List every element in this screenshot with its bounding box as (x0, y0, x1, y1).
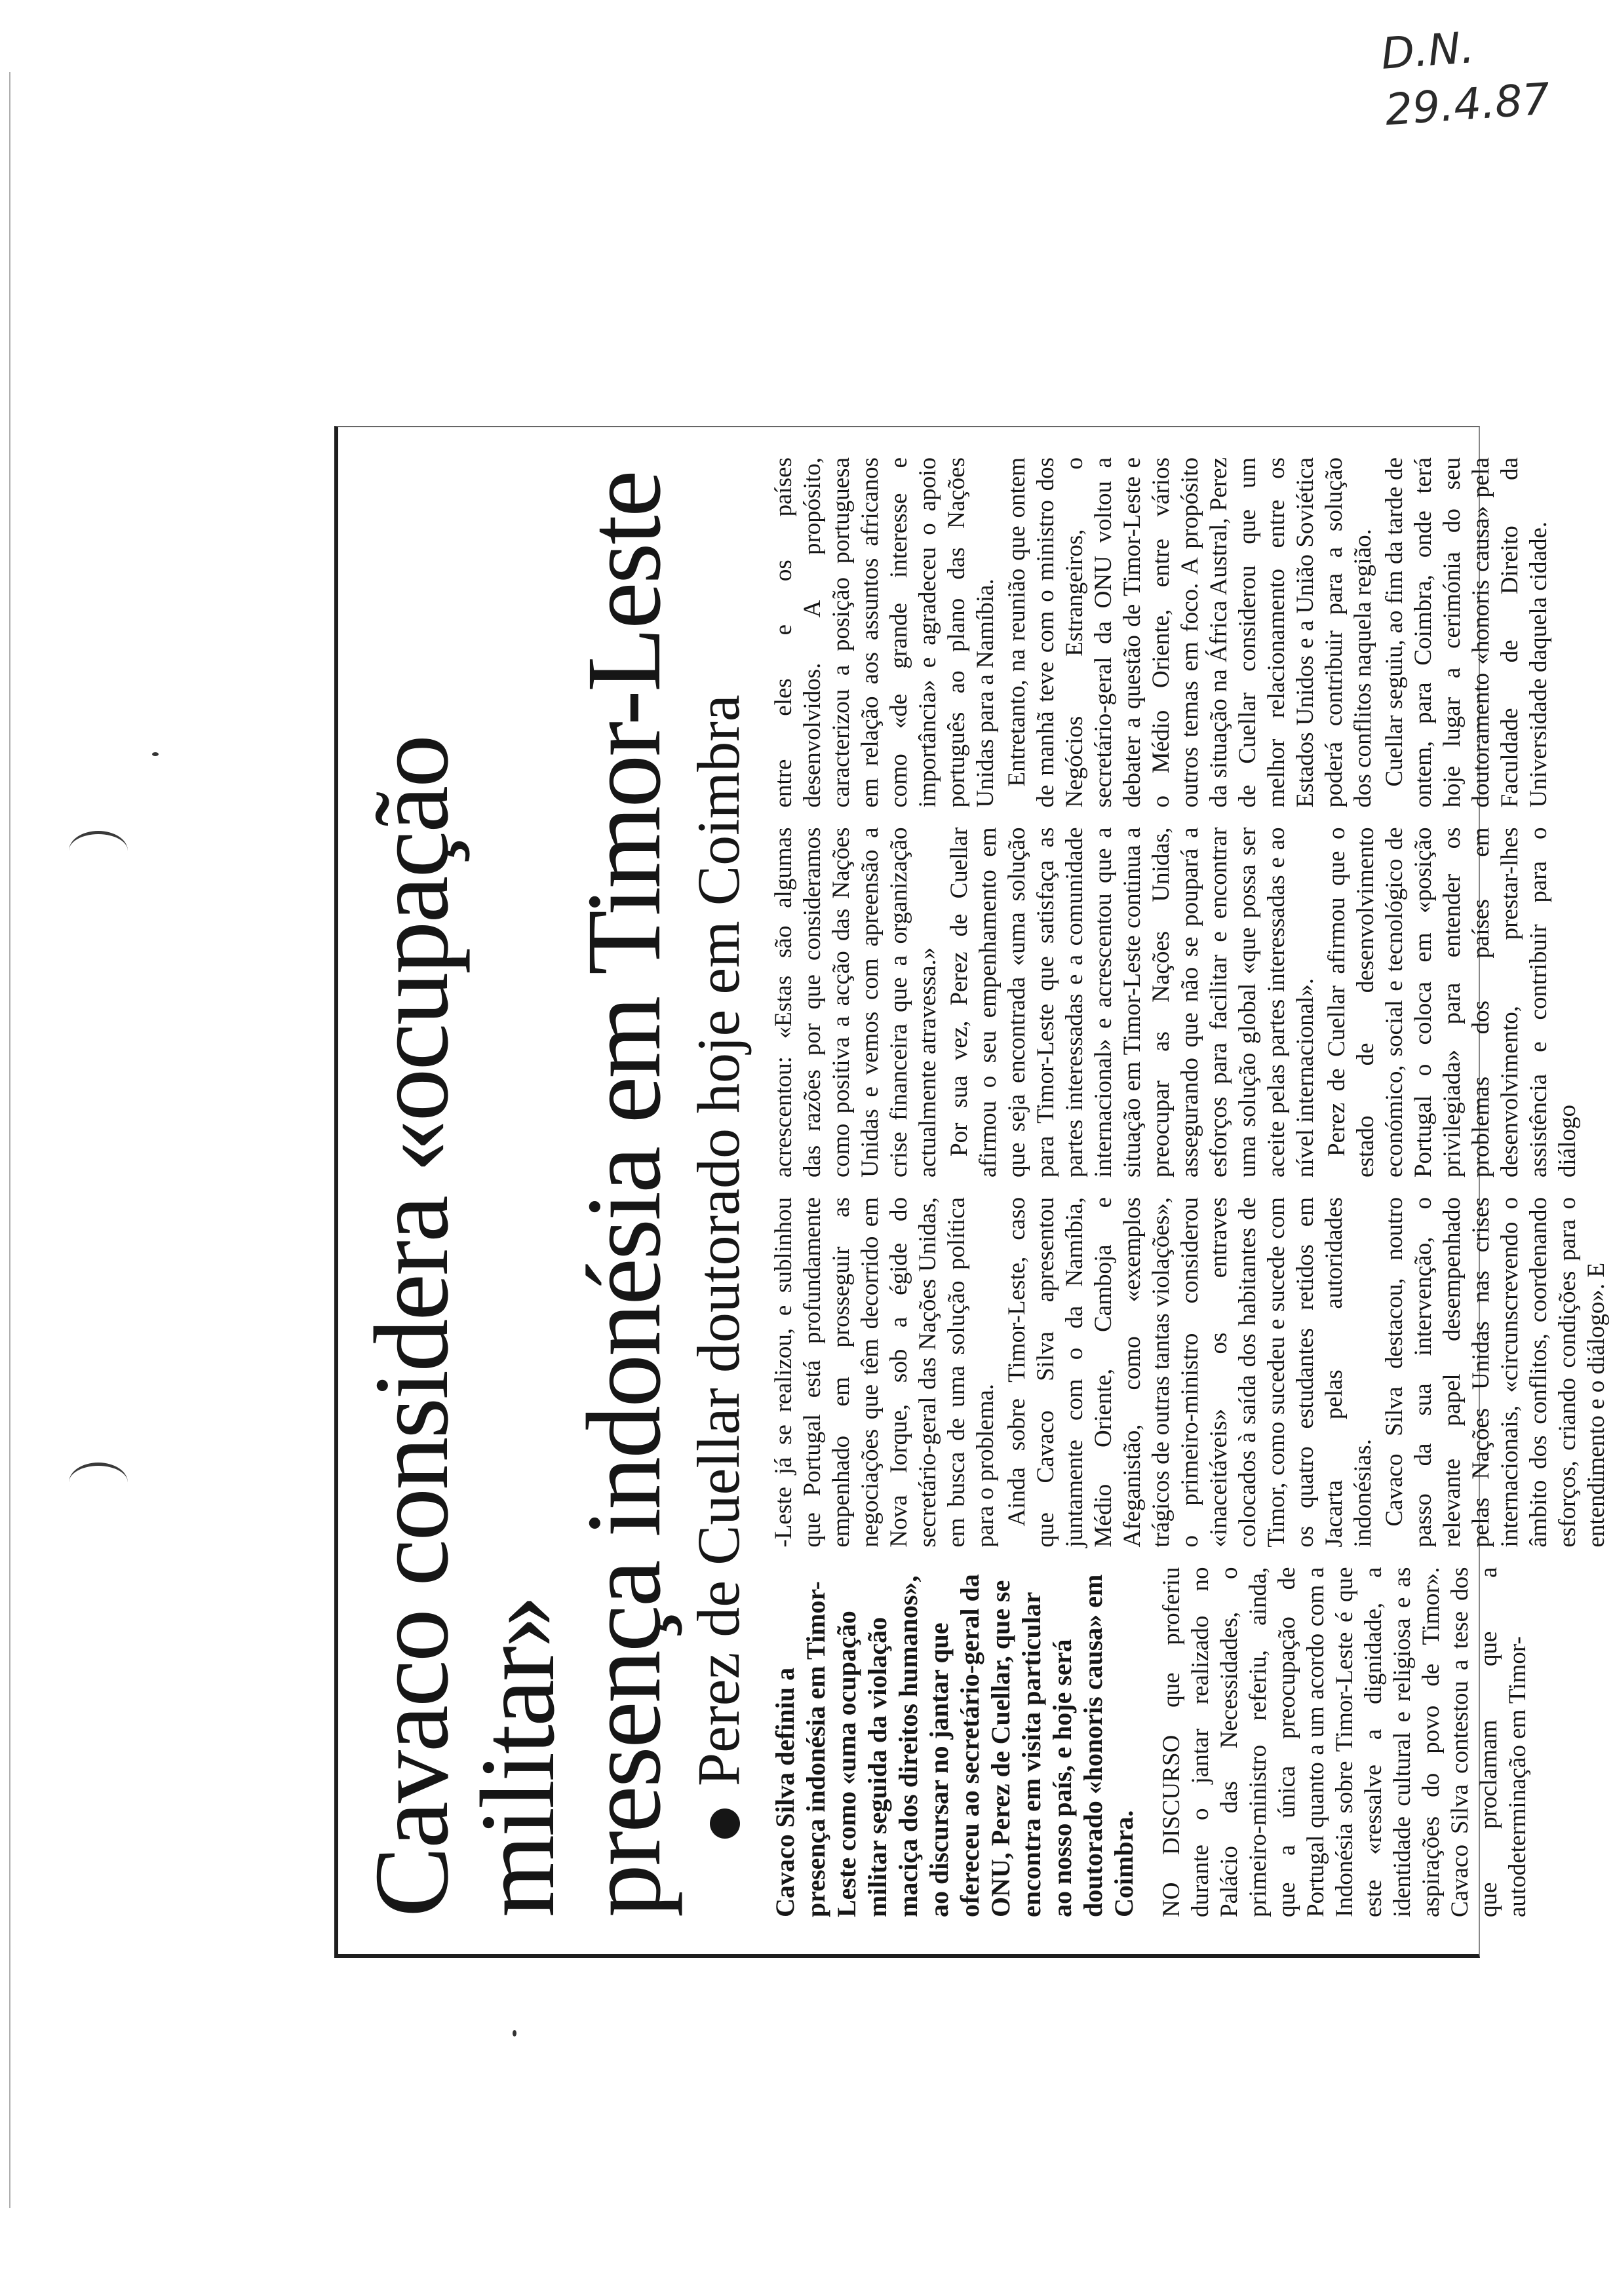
body-paragraph: Cuellar seguiu, ao fim da tarde de ontem, para Coimbra, onde terá hoje lugar a cerimónia do seu doutoramento «honoris causa» pela Faculdade de Direito da Universidade daquela cidade. (1381, 457, 1552, 808)
newspaper-clipping (334, 426, 1610, 1958)
lead-paragraph: Cavaco Silva definiu a presença indonésia em Timor-Leste como «uma ocupação militar seguida da violação maciça dos direitos humanos», ao discursar no jantar que ofereceu ao secretário-geral da ONU, Perez de Cuellar, que se encontra em visita particular ao nosso país, e hoje será doutorado «honoris causa» em Coimbra. (770, 1574, 1138, 1917)
body-paragraph: acrescentou: «Estas são algumas das razões por que consideramos como positiva a acção das Nações Unidas e vemos com apreensão a crise financeira que a organização actualmente atravessa.» (770, 827, 941, 1177)
handwritten-annotation (1379, 13, 1570, 138)
annotation-source: D.N. (1379, 22, 1476, 79)
annotation-date: 29.4.87 (1383, 73, 1552, 136)
subheadline-text: Perez de Cuellar doutorado hoje em Coimbra (685, 695, 752, 1786)
subheadline (684, 457, 752, 1839)
article-column-2 (769, 1197, 1614, 1548)
body-paragraph: Perez de Cuellar afirmou que o estado de desenvolvimento económico, social e tecnológico de Portugal o coloca em «posição privilegiada» para entender os problemas dos países em desenvolvimento, prestar-lhes assistência e contribuir para o diálogo (1323, 827, 1581, 1177)
body-paragraph: NO DISCURSO que proferiu durante o jantar realizado no Palácio das Necessidades, o primeiro-ministro referiu, ainda, que a única preocupação de Portugal quanto a um acordo com a Indonésia sobre Timor-Leste é que este «ressalve a dignidade, a identidade cultural e religiosa e as aspirações do povo de Timor». Cavaco Silva contestou a tese dos que proclamam que a autodeterminação em Timor- (1158, 1567, 1531, 1917)
body-paragraph: Por sua vez, Perez de Cuellar afirmou o seu empenhamento em que seja encontrada «uma solução para Timor-Leste que satisfaça as partes interessadas e a comunidade internacional» e acrescentou que a situação em Timor-Leste continua a preocupar as Nações Unidas, assegurando que não se poupará a esforços para facilitar e encontrar uma solução global «que possa ser aceite pelas partes interessadas e ao nível internacional». (946, 827, 1319, 1177)
article-columns (769, 457, 1614, 1917)
rotated-article (338, 427, 1610, 1954)
headline-line-1: Cavaco considera «ocupação militar» (353, 736, 577, 1917)
body-paragraph: Entretanto, na reunião que ontem de manhã teve com o ministro dos Negócios Estrangeiros, o secretário-geral da ONU voltou a debater a questão de Timor-Leste e o Médio Oriente, entre vários outros temas em foco. A propósito da situação na África Austral, Perez de Cuellar considerou que um melhor relacionamento entre os Estados Unidos e a União Soviética poderá contribuir para a solução dos conflitos naquela região. (1003, 457, 1376, 808)
scan-speck (513, 2030, 516, 2037)
bullet-icon (710, 1808, 740, 1839)
binder-hole-mark (69, 1463, 128, 1502)
headline-line-2: presença indonésia em Timor-Leste (566, 472, 683, 1917)
scan-speck (152, 752, 159, 756)
scan-edge-line (9, 72, 10, 2208)
body-paragraph: entre eles e os países desenvolvidos. A propósito, caracterizou a posição portuguesa em relação aos assuntos africanos como «de grande interesse e importância» e agradeceu o apoio português ao plano das Nações Unidas para a Namíbia. (770, 457, 999, 808)
article-column-3 (769, 828, 1585, 1178)
body-paragraph: Ainda sobre Timor-Leste, caso que Cavaco Silva apresentou juntamente com o da Namíbia, Médio Oriente, Camboja e Afeganistão, como «exemplos trágicos de outras tantas violações», o primeiro-ministro considerou «inaceitáveis» os entraves colocados à saída dos habitantes de Timor, como sucedeu e sucede com os quatro estudantes retidos em Jacarta pelas autoridades indonésias. (1003, 1197, 1376, 1548)
binder-hole-mark (69, 831, 128, 871)
headline (353, 457, 683, 1917)
article-column-1 (769, 1567, 1535, 1918)
body-paragraph: -Leste já se realizou, e sublinhou que Portugal está profundamente empenhado em prosseguir as negociações que têm decorrido em Nova Iorque, sob a égide do secretário-geral das Nações Unidas, em busca de uma solução política para o problema. (770, 1197, 999, 1548)
article-column-4 (769, 457, 1556, 808)
body-paragraph: Cavaco Silva destacou, noutro passo da sua intervenção, o relevante papel desempenhado pelas Nações Unidas nas crises internacionais, «circunscrevendo o âmbito dos conflitos, coordenando esforços, criando condições para o entendimento e o diálogo». E (1381, 1197, 1610, 1548)
